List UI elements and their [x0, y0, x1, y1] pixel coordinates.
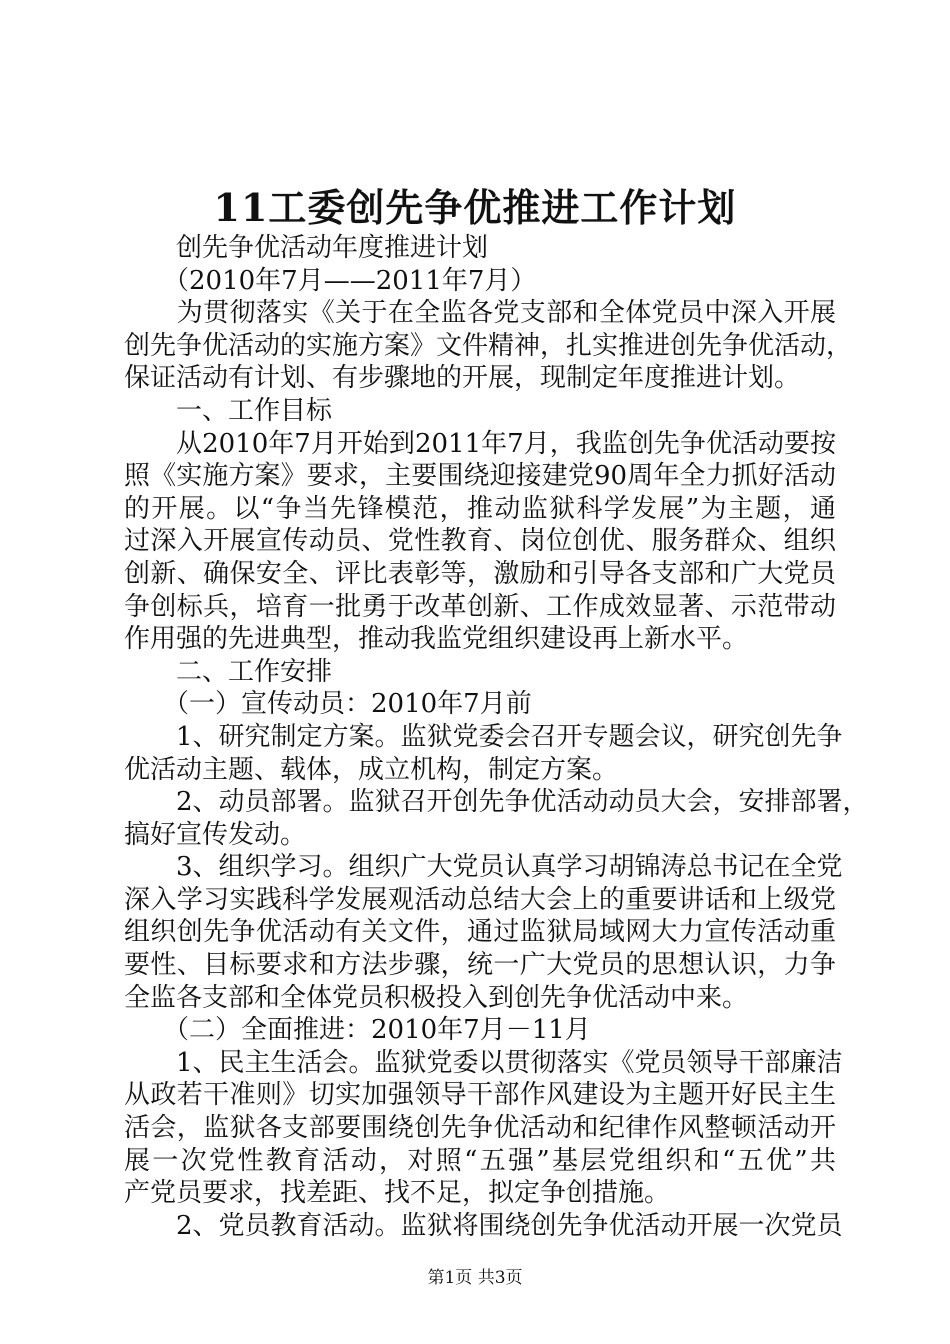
text-line: 搞好宣传发动。 — [124, 819, 307, 850]
text-line: 为贯彻落实《关于在全监各党支部和全体党员中深入开展 — [124, 298, 836, 329]
text-line: 1、民主生活会。监狱党委以贯彻落实《党员领导干部廉洁 — [124, 1047, 843, 1078]
text-line: 创新、确保安全、评比表彰等，激励和引导各支部和广大党员 — [124, 558, 836, 589]
text-line: 活会，监狱各支部要围绕创先争优活动和纪律作风整顿活动开 — [124, 1113, 836, 1144]
text-line: 的开展。以“争当先锋模范，推动监狱科学发展”为主题，通 — [124, 493, 836, 524]
text-line: 创先争优活动的实施方案》文件精神，扎实推进创先争优活动， — [124, 330, 853, 361]
text-line: 1、研究制定方案。监狱党委会召开专题会议，研究创先争 — [124, 721, 843, 752]
text-line: 深入学习实践科学发展观活动总结大会上的重要讲话和上级党 — [124, 884, 836, 915]
document-body — [124, 232, 869, 1242]
text-line: 全监各支部和全体党员积极投入到创先争优活动中来。 — [124, 982, 749, 1013]
text-line: 从政若干准则》切实加强领导干部作风建设为主题开好民主生 — [124, 1080, 836, 1111]
text-line: 保证活动有计划、有步骤地的开展，现制定年度推进计划。 — [124, 363, 801, 394]
text-line: 展一次党性教育活动，对照“五强”基层党组织和“五优”共 — [124, 1145, 836, 1176]
text-line: 一、工作目标 — [124, 395, 333, 426]
text-line: （2010年7月——2011年7月） — [124, 265, 537, 296]
text-line: 二、工作安排 — [124, 656, 333, 687]
text-line: 优活动主题、载体，成立机构，制定方案。 — [124, 754, 619, 785]
document-title: 11工委创先争优推进工作计划 — [213, 185, 737, 230]
text-line: 要性、目标要求和方法步骤，统一广大党员的思想认识，力争 — [124, 950, 836, 981]
page-footer: 第1页 共3页 — [427, 1268, 523, 1288]
text-line: 组织创先争优活动有关文件，通过监狱局域网大力宣传活动重 — [124, 917, 836, 948]
text-line: 争创标兵，培育一批勇于改革创新、工作成效显著、示范带动 — [124, 591, 836, 622]
text-line: 创先争优活动年度推进计划 — [124, 233, 489, 263]
text-line: 过深入开展宣传动员、党性教育、岗位创优、服务群众、组织 — [124, 526, 836, 557]
text-line: （二）全面推进：2010年7月－11月 — [124, 1015, 591, 1046]
text-line: 作用强的先进典型，推动我监党组织建设再上新水平。 — [124, 624, 749, 655]
text-line: 3、组织学习。组织广大党员认真学习胡锦涛总书记在全党 — [124, 852, 843, 883]
text-line: 2、党员教育活动。监狱将围绕创先争优活动开展一次党员 — [124, 1210, 843, 1241]
text-line: （一）宣传动员：2010年7月前 — [124, 689, 532, 720]
text-line: 从2010年7月开始到2011年7月，我监创先争优活动要按 — [124, 428, 836, 459]
text-line: 产党员要求，找差距、找不足，拟定争创措施。 — [124, 1178, 671, 1209]
text-line: 照《实施方案》要求，主要围绕迎接建党90周年全力抓好活动 — [124, 461, 836, 492]
text-line: 2、动员部署。监狱召开创先争优活动动员大会，安排部署， — [124, 787, 869, 818]
